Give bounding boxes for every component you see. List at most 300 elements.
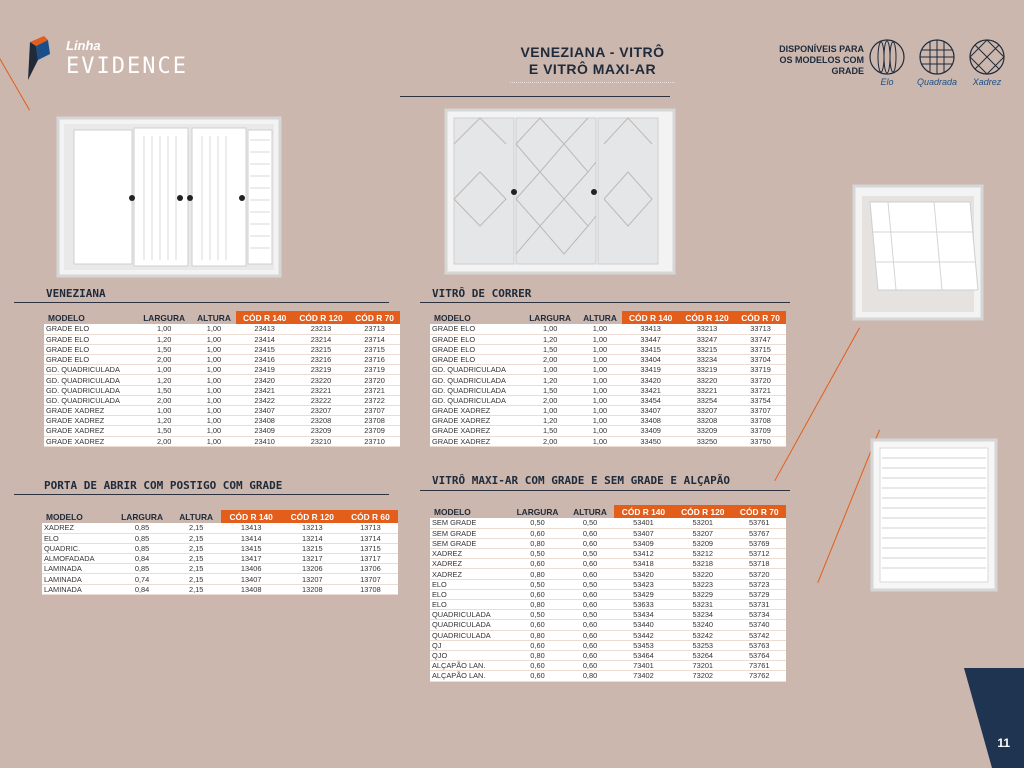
table-cell: LAMINADA [42, 584, 112, 594]
table-row [430, 436, 786, 446]
table-cell: 33208 [679, 416, 735, 426]
table-cell: 1,00 [191, 436, 236, 446]
column-header: CÓD R 70 [349, 311, 400, 324]
porta-title: PORTA DE ABRIR COM POSTIGO COM GRADE [44, 479, 283, 492]
table-cell: 1,50 [523, 426, 578, 436]
column-header: ALTURA [179, 511, 214, 522]
column-header: ALTURA [573, 506, 607, 517]
table-row [44, 395, 400, 405]
table-cell: 13215 [282, 543, 343, 553]
table-cell: 13408 [221, 584, 282, 594]
table-cell: 53409 [614, 538, 673, 548]
table-row [44, 334, 400, 344]
table-cell: 53418 [614, 559, 673, 569]
table-cell: 0,84 [112, 554, 171, 564]
table-cell: 0,50 [566, 518, 613, 528]
table-cell: 13208 [282, 584, 343, 594]
table-cell: 2,00 [523, 436, 578, 446]
table-cell: 53218 [673, 559, 732, 569]
table-cell: 33421 [622, 385, 678, 395]
table-cell: 0,74 [112, 574, 171, 584]
page-title-line1: VENEZIANA - VITRÔ [520, 44, 665, 60]
table-row [42, 564, 398, 574]
table-cell: 33221 [679, 385, 735, 395]
table-cell: 33709 [735, 426, 786, 436]
table-cell: 0,80 [509, 600, 567, 610]
table-cell: GD. QUADRICULADA [430, 395, 523, 405]
table-cell: GRADE ELO [430, 355, 523, 365]
table-cell: GRADE XADREZ [44, 436, 137, 446]
table-cell: 0,50 [509, 549, 567, 559]
table-cell: 53209 [673, 538, 732, 548]
grade-quadrada-icon [918, 38, 956, 76]
table-cell: 33715 [735, 344, 786, 354]
brand-line: Linha [66, 38, 101, 53]
table-cell: 13715 [343, 543, 398, 553]
table-cell: 23207 [293, 406, 349, 416]
table-cell: 2,00 [137, 395, 192, 405]
table-cell: GRADE ELO [44, 344, 137, 354]
table-cell: 23215 [293, 344, 349, 354]
table-cell: 53201 [673, 518, 732, 528]
table-cell: 33404 [622, 355, 678, 365]
table-cell: SEM GRADE [430, 538, 509, 548]
decorative-line [774, 328, 860, 482]
table-cell: 73402 [614, 671, 673, 681]
table-row [44, 406, 400, 416]
table-cell: 1,00 [577, 355, 622, 365]
grade-options [866, 38, 1016, 94]
table-cell: 0,85 [112, 543, 171, 553]
table-cell: 0,84 [112, 584, 171, 594]
table-cell: GRADE ELO [430, 344, 523, 354]
table-cell: 0,60 [509, 671, 567, 681]
maxi-ar-title: VITRÔ MAXI-AR COM GRADE E SEM GRADE E ALÇAPÃO [432, 474, 731, 487]
table-cell: 2,15 [172, 574, 221, 584]
table-cell: QUADRICULADA [430, 610, 509, 620]
table-cell: GRADE ELO [430, 334, 523, 344]
table-row [430, 416, 786, 426]
table-cell: 1,20 [523, 375, 578, 385]
table-cell: 0,80 [566, 671, 613, 681]
table-cell: 13214 [282, 533, 343, 543]
table-cell: GD. QUADRICULADA [44, 395, 137, 405]
title-rule [400, 96, 670, 97]
table-cell: XADREZ [430, 549, 509, 559]
table-cell: 53740 [732, 620, 786, 630]
table-cell: 1,20 [523, 334, 578, 344]
table-cell: 1,00 [577, 406, 622, 416]
table-cell: 23708 [349, 416, 400, 426]
alcapao-image [868, 436, 1000, 594]
grade-elo-icon [868, 38, 906, 76]
table-cell: 23213 [293, 324, 349, 334]
table-cell: 53440 [614, 620, 673, 630]
table-cell: 53220 [673, 569, 732, 579]
table-cell: 1,00 [191, 406, 236, 416]
table-cell: 23221 [293, 385, 349, 395]
grade-quadrada-label: Quadrada [916, 77, 958, 87]
table-row [44, 375, 400, 385]
table-row [430, 344, 786, 354]
column-header: LARGURA [143, 312, 186, 323]
table-cell: 33215 [679, 344, 735, 354]
column-header: MODELO [434, 312, 471, 323]
table-cell: 33250 [679, 436, 735, 446]
vitro-correr-table [430, 311, 786, 447]
table-row [42, 533, 398, 543]
table-row [430, 334, 786, 344]
table-cell: 33409 [622, 426, 678, 436]
table-cell: 23722 [349, 395, 400, 405]
table-cell: 53720 [732, 569, 786, 579]
column-header: MODELO [434, 506, 471, 517]
column-header: CÓD R 140 [236, 311, 292, 324]
table-cell: 53442 [614, 630, 673, 640]
table-cell: 53731 [732, 600, 786, 610]
table-cell: LAMINADA [42, 564, 112, 574]
table-cell: 1,50 [523, 344, 578, 354]
table-cell: 1,00 [137, 406, 192, 416]
table-cell: 2,15 [172, 523, 221, 533]
table-cell: 0,60 [566, 559, 613, 569]
table-cell: 53420 [614, 569, 673, 579]
table-cell: 1,20 [137, 334, 192, 344]
vitro-correr-title: VITRÔ DE CORRER [432, 287, 532, 300]
table-cell: 1,00 [191, 334, 236, 344]
table-row [430, 589, 786, 599]
table-cell: 0,80 [509, 538, 567, 548]
table-row [44, 426, 400, 436]
table-cell: 1,00 [523, 406, 578, 416]
table-cell: 1,00 [577, 436, 622, 446]
table-cell: 0,85 [112, 564, 171, 574]
table-cell: 53401 [614, 518, 673, 528]
maxi-ar-image [848, 180, 988, 325]
table-cell: 33219 [679, 365, 735, 375]
table-cell: 33207 [679, 406, 735, 416]
table-cell: 23214 [293, 334, 349, 344]
table-cell: LAMINADA [42, 574, 112, 584]
brand-name: EVIDENCE [66, 54, 188, 79]
table-row [430, 640, 786, 650]
table-row [430, 385, 786, 395]
table-cell: 1,00 [191, 365, 236, 375]
table-row [430, 630, 786, 640]
table-row [42, 554, 398, 564]
table-cell: 33447 [622, 334, 678, 344]
table-cell: 0,60 [566, 661, 613, 671]
table-cell: 33415 [622, 344, 678, 354]
table-cell: 23709 [349, 426, 400, 436]
table-row [44, 436, 400, 446]
table-cell: GRADE XADREZ [430, 436, 523, 446]
vitro-correr-rule [420, 302, 790, 303]
page-number: 11 [997, 736, 1010, 750]
table-cell: 0,60 [566, 630, 613, 640]
table-cell: 0,60 [509, 589, 567, 599]
table-cell: 13706 [343, 564, 398, 574]
table-cell: 53231 [673, 600, 732, 610]
availability-line3: GRADE [831, 66, 864, 76]
table-cell: 0,50 [566, 549, 613, 559]
table-cell: GD. QUADRICULADA [430, 385, 523, 395]
table-cell: 0,60 [566, 600, 613, 610]
table-cell: 0,60 [566, 640, 613, 650]
table-cell: 53729 [732, 589, 786, 599]
table-cell: 53718 [732, 559, 786, 569]
table-cell: 33707 [735, 406, 786, 416]
table-cell: 1,00 [577, 416, 622, 426]
table-header-row [42, 510, 398, 523]
table-cell: 23713 [349, 324, 400, 334]
table-cell: 1,00 [191, 344, 236, 354]
table-cell: 23413 [236, 324, 292, 334]
veneziana-rule [14, 302, 389, 303]
page-title [500, 44, 685, 78]
table-cell: 1,00 [577, 426, 622, 436]
table-cell: 0,60 [566, 569, 613, 579]
column-header: CÓD R 70 [735, 311, 786, 324]
column-header: CÓD R 120 [679, 311, 735, 324]
table-cell: 23721 [349, 385, 400, 395]
table-cell: 33408 [622, 416, 678, 426]
table-row [44, 385, 400, 395]
table-cell: 33720 [735, 375, 786, 385]
table-cell: 13717 [343, 554, 398, 564]
table-cell: 53734 [732, 610, 786, 620]
table-cell: 0,50 [566, 579, 613, 589]
table-cell: 13417 [221, 554, 282, 564]
table-cell: 1,00 [523, 324, 578, 334]
table-cell: GD. QUADRICULADA [44, 385, 137, 395]
table-cell: 23422 [236, 395, 292, 405]
table-cell: 0,50 [509, 579, 567, 589]
table-cell: 1,00 [191, 375, 236, 385]
table-cell: 1,00 [191, 324, 236, 334]
table-cell: GRADE ELO [44, 334, 137, 344]
alcapao-window-icon [868, 436, 1000, 594]
table-header-row [44, 311, 400, 324]
table-cell: 0,50 [566, 610, 613, 620]
table-row [430, 671, 786, 681]
table-cell: 13407 [221, 574, 282, 584]
table-cell: 53769 [732, 538, 786, 548]
table-cell: 33708 [735, 416, 786, 426]
table-cell: 1,20 [523, 416, 578, 426]
table-cell: 53429 [614, 589, 673, 599]
table-cell: 0,60 [509, 620, 567, 630]
grade-xadrez-label: Xadrez [972, 77, 1002, 87]
table-cell: 1,00 [577, 385, 622, 395]
table-cell: 33750 [735, 436, 786, 446]
table-cell: 1,00 [577, 344, 622, 354]
table-cell: 23707 [349, 406, 400, 416]
table-cell: 2,00 [137, 355, 192, 365]
table-cell: 1,00 [191, 426, 236, 436]
column-header: ALTURA [583, 312, 617, 323]
table-cell: GRADE ELO [44, 324, 137, 334]
table-cell: 13207 [282, 574, 343, 584]
table-cell: 1,00 [191, 416, 236, 426]
table-row [430, 569, 786, 579]
table-row [44, 416, 400, 426]
table-cell: 33234 [679, 355, 735, 365]
table-row [430, 559, 786, 569]
table-cell: 53234 [673, 610, 732, 620]
column-header: MODELO [48, 312, 85, 323]
table-cell: 23719 [349, 365, 400, 375]
table-cell: 13414 [221, 533, 282, 543]
table-cell: 23407 [236, 406, 292, 416]
table-row [430, 324, 786, 334]
table-cell: ALÇAPÃO LAN. [430, 671, 509, 681]
table-cell: 0,50 [509, 610, 567, 620]
table-cell: 23420 [236, 375, 292, 385]
table-row [430, 620, 786, 630]
table-cell: 0,60 [566, 589, 613, 599]
maxi-ar-rule [420, 490, 790, 491]
grade-elo-label: Elo [880, 77, 894, 87]
table-cell: 2,15 [172, 564, 221, 574]
table-cell: QUADRICULADA [430, 630, 509, 640]
table-cell: 1,00 [577, 334, 622, 344]
table-cell: 0,60 [509, 559, 567, 569]
table-cell: 13206 [282, 564, 343, 574]
column-header: CÓD R 120 [293, 311, 349, 324]
table-row [430, 426, 786, 436]
table-cell: GD. QUADRICULADA [44, 365, 137, 375]
table-cell: GRADE XADREZ [430, 416, 523, 426]
table-cell: 2,00 [523, 395, 578, 405]
table-cell: 53633 [614, 600, 673, 610]
veneziana-image [52, 110, 287, 280]
table-cell: 53253 [673, 640, 732, 650]
table-cell: 1,00 [577, 324, 622, 334]
table-row [44, 344, 400, 354]
table-cell: GD. QUADRICULADA [44, 375, 137, 385]
logo-mark-icon [26, 36, 56, 80]
table-cell: 13415 [221, 543, 282, 553]
table-cell: 33747 [735, 334, 786, 344]
table-cell: 33247 [679, 334, 735, 344]
table-row [430, 661, 786, 671]
table-cell: 33450 [622, 436, 678, 446]
table-cell: QUADRIC. [42, 543, 112, 553]
column-header: CÓD R 140 [221, 510, 282, 523]
table-row [430, 395, 786, 405]
table-cell: QUADRICULADA [430, 620, 509, 630]
table-cell: 13217 [282, 554, 343, 564]
table-cell: 1,00 [191, 395, 236, 405]
table-row [430, 365, 786, 375]
table-cell: 73401 [614, 661, 673, 671]
table-cell: 73202 [673, 671, 732, 681]
table-cell: ALMOFADADA [42, 554, 112, 564]
table-cell: 73762 [732, 671, 786, 681]
table-cell: 23421 [236, 385, 292, 395]
table-cell: XADREZ [430, 559, 509, 569]
table-cell: 53763 [732, 640, 786, 650]
table-cell: 53207 [673, 528, 732, 538]
table-cell: GRADE XADREZ [430, 426, 523, 436]
table-cell: 33209 [679, 426, 735, 436]
table-cell: 33719 [735, 365, 786, 375]
table-cell: 33413 [622, 324, 678, 334]
table-row [430, 528, 786, 538]
column-header: CÓD R 60 [343, 510, 398, 523]
grade-elo [866, 38, 908, 87]
vitro-correr-image [440, 104, 680, 279]
table-cell: ALÇAPÃO LAN. [430, 661, 509, 671]
table-cell: 73761 [732, 661, 786, 671]
table-cell: 53223 [673, 579, 732, 589]
table-cell: 23714 [349, 334, 400, 344]
table-cell: 2,00 [523, 355, 578, 365]
table-cell: 53264 [673, 650, 732, 660]
table-cell: 53240 [673, 620, 732, 630]
table-cell: 1,50 [523, 385, 578, 395]
table-cell: 53407 [614, 528, 673, 538]
table-cell: 33407 [622, 406, 678, 416]
table-cell: 1,00 [137, 365, 192, 375]
column-header: CÓD R 140 [622, 311, 678, 324]
table-cell: 53712 [732, 549, 786, 559]
table-cell: 33254 [679, 395, 735, 405]
table-cell: 23415 [236, 344, 292, 354]
grade-xadrez-icon [968, 38, 1006, 76]
veneziana-title: VENEZIANA [46, 287, 106, 300]
table-cell: 13713 [343, 523, 398, 533]
column-header: ALTURA [197, 312, 231, 323]
table-row [430, 538, 786, 548]
table-row [430, 406, 786, 416]
table-cell: 23210 [293, 436, 349, 446]
brand-logo [20, 36, 188, 86]
table-cell: 1,50 [137, 385, 192, 395]
table-cell: 1,00 [577, 375, 622, 385]
veneziana-table [44, 311, 400, 447]
table-cell: 23219 [293, 365, 349, 375]
table-cell: 0,60 [509, 528, 567, 538]
table-row [430, 375, 786, 385]
vitro-correr-window-icon [440, 104, 680, 279]
table-cell: 2,15 [172, 554, 221, 564]
table-row [44, 355, 400, 365]
maxi-ar-window-icon [848, 180, 988, 325]
table-row [430, 579, 786, 589]
table-cell: 53412 [614, 549, 673, 559]
table-cell: 1,00 [137, 324, 192, 334]
table-cell: 23710 [349, 436, 400, 446]
table-cell: ELO [42, 533, 112, 543]
table-cell: ELO [430, 600, 509, 610]
table-cell: XADREZ [42, 523, 112, 533]
column-header: CÓD R 120 [673, 505, 732, 518]
table-cell: SEM GRADE [430, 528, 509, 538]
grade-quadrada [916, 38, 958, 87]
table-cell: 53242 [673, 630, 732, 640]
table-cell: 33721 [735, 385, 786, 395]
table-cell: XADREZ [430, 569, 509, 579]
table-cell: 33420 [622, 375, 678, 385]
table-cell: 13413 [221, 523, 282, 533]
table-cell: 23220 [293, 375, 349, 385]
table-cell: 0,60 [509, 640, 567, 650]
table-header-row [430, 311, 786, 324]
table-cell: 1,20 [137, 416, 192, 426]
table-cell: 53229 [673, 589, 732, 599]
